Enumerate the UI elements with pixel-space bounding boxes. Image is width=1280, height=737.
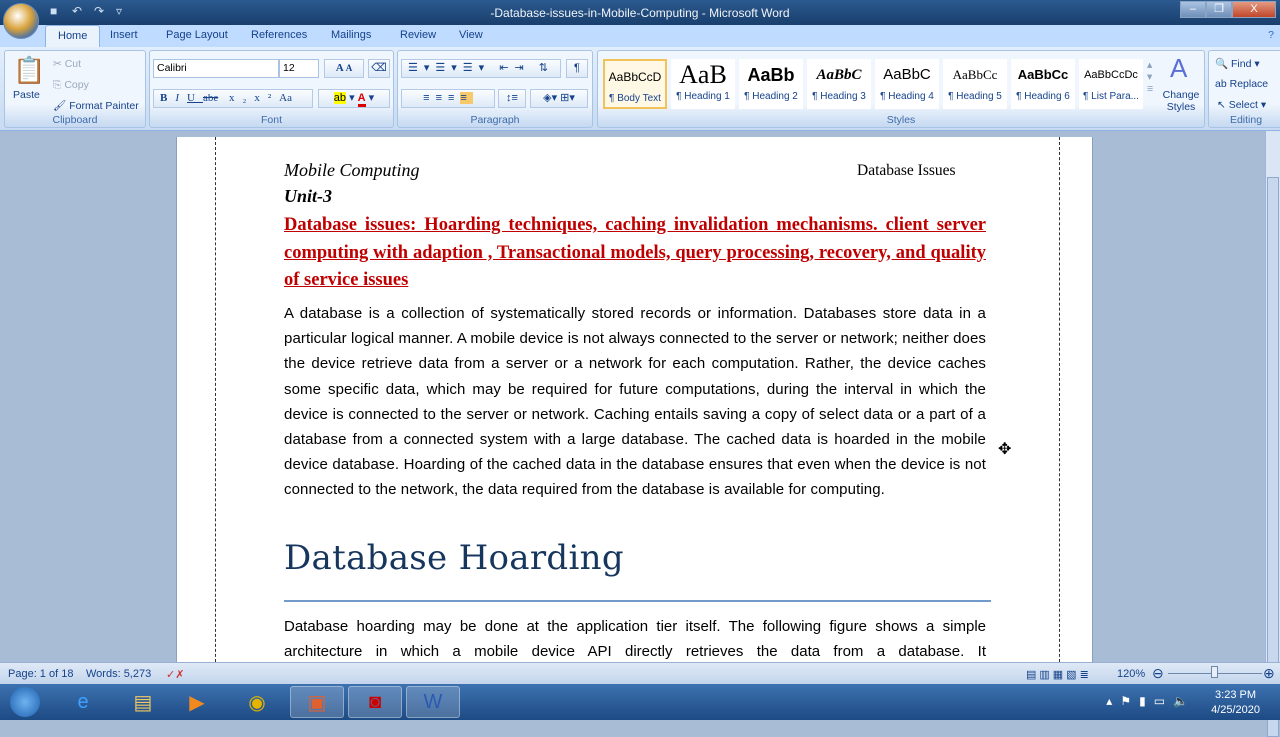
styles-scroll-icon[interactable]: ▴ ▾ ≡ — [1147, 59, 1154, 95]
word-count[interactable]: Words: 5,273 — [86, 668, 152, 680]
change-styles-button[interactable]: Change Styles — [1162, 89, 1200, 113]
file-explorer-icon[interactable]: ▤ — [133, 691, 153, 714]
select-button[interactable]: ↖ Select ▾ — [1217, 99, 1267, 111]
style-body-text[interactable]: AaBbCcD ¶ Body Text — [603, 59, 667, 109]
font-label: Font — [260, 114, 282, 126]
powerpoint-icon[interactable]: ▣ — [290, 686, 344, 718]
styles-group — [597, 50, 1205, 128]
paste-icon[interactable]: 📋 — [13, 55, 46, 85]
clipboard-label: Clipboard — [52, 114, 98, 126]
superscript-button[interactable]: x² — [254, 92, 280, 104]
font-name-select[interactable]: Calibri — [153, 59, 279, 78]
redo-icon[interactable]: ↷ — [94, 4, 105, 18]
styles-label: Styles — [886, 114, 916, 126]
font-color-icon[interactable]: A — [358, 92, 366, 107]
tab-review[interactable]: Review — [400, 29, 437, 41]
status-bar — [0, 662, 1280, 684]
cut-button[interactable]: ✂ Cut — [53, 58, 82, 70]
clipboard-group — [4, 50, 146, 128]
strikethrough-button[interactable]: abe — [202, 92, 219, 104]
alignment-buttons[interactable]: ≡≡≡≡ — [401, 89, 495, 108]
action-center-icon[interactable]: ⚑ — [1120, 694, 1132, 708]
justify-button[interactable]: ≡ — [460, 92, 473, 104]
change-styles-icon[interactable]: A — [1170, 53, 1188, 83]
ribbon — [0, 47, 1280, 131]
clear-formatting-icon[interactable]: ⌫ — [368, 59, 390, 78]
zoom-out-button[interactable]: ⊖ — [1152, 665, 1164, 681]
screen-recorder-icon[interactable]: ◙ — [348, 686, 402, 718]
find-button[interactable]: 🔍 Find ▾ — [1215, 58, 1260, 70]
subscript-button[interactable]: x₂ — [228, 92, 255, 104]
help-icon[interactable]: ? — [1268, 29, 1274, 41]
editing-label: Editing — [1229, 114, 1263, 126]
heading-rule — [284, 600, 991, 602]
replace-button[interactable]: ab Replace — [1215, 78, 1269, 90]
list-indent-buttons[interactable]: ☰▾☰▾☰▾ ⇤⇥ ⇅ — [401, 59, 561, 78]
zoom-slider-thumb[interactable] — [1211, 666, 1218, 678]
shading-borders-buttons[interactable]: ◈▾ ⊞▾ — [530, 89, 588, 108]
format-buttons — [153, 89, 313, 108]
left-margin-line — [215, 137, 216, 662]
underline-button[interactable]: U — [187, 92, 203, 104]
tab-page-layout[interactable]: Page Layout — [166, 29, 228, 41]
proofing-icon[interactable]: ✓✗ — [166, 669, 185, 681]
right-margin-line — [1059, 137, 1060, 662]
document-area — [0, 131, 1265, 662]
internet-explorer-icon[interactable]: e — [77, 690, 89, 713]
hoarding-paragraph: Database hoarding may be done at the application tier itself. The following figure shows a simple architecture in which a mobile device API directly retrieves the data from a database. It — [284, 618, 986, 661]
grow-shrink-font-buttons[interactable]: A A — [324, 59, 364, 78]
paragraph-group — [397, 50, 593, 128]
ribbon-tabs — [0, 25, 1280, 47]
line-spacing-button[interactable]: ↕≡ — [498, 89, 526, 108]
highlight-color-buttons[interactable]: ab ▾ A ▾ — [318, 89, 390, 108]
office-button[interactable] — [3, 3, 39, 39]
restore-button[interactable]: ❐ — [1206, 1, 1232, 18]
clock[interactable]: 3:23 PM 4/25/2020 — [1211, 689, 1260, 716]
highlight-icon[interactable]: ab — [333, 92, 347, 104]
taskbar — [0, 684, 1280, 720]
style-heading-1[interactable]: AaB ¶ Heading 1 — [671, 59, 735, 109]
show-hidden-icons[interactable]: ▴ — [1106, 694, 1113, 708]
italic-button[interactable]: I — [175, 92, 188, 104]
zoom-level[interactable]: 120% — [1117, 668, 1146, 680]
chrome-icon[interactable]: ◉ — [248, 691, 266, 714]
tab-mailings[interactable]: Mailings — [331, 29, 372, 41]
style-heading-5[interactable]: AaBbCc ¶ Heading 5 — [943, 59, 1007, 109]
zoom-in-button[interactable]: ⊕ — [1263, 665, 1275, 681]
page-count[interactable]: Page: 1 of 18 — [8, 668, 74, 680]
vertical-scrollbar[interactable] — [1265, 131, 1280, 662]
header-right: Database Issues — [857, 162, 956, 179]
window-title: -Database-issues-in-Mobile-Computing - Microsoft Word — [490, 6, 790, 20]
undo-icon[interactable]: ↶ — [72, 4, 83, 18]
network-icon[interactable]: ▭ — [1153, 694, 1166, 708]
style-heading-3[interactable]: AaBbC ¶ Heading 3 — [807, 59, 871, 109]
save-icon[interactable]: ■ — [50, 4, 58, 18]
power-icon[interactable]: ▮ — [1139, 694, 1146, 708]
font-size-select[interactable]: 12 — [279, 59, 319, 78]
editing-group — [1208, 50, 1280, 128]
move-cursor-icon: ✥ — [998, 441, 1012, 458]
style-heading-4[interactable]: AaBbC ¶ Heading 4 — [875, 59, 939, 109]
copy-button[interactable]: ⎘ Copy — [53, 79, 89, 91]
tab-references[interactable]: References — [251, 29, 308, 41]
volume-icon[interactable]: 🔈 — [1173, 694, 1188, 708]
tab-insert[interactable]: Insert — [110, 29, 138, 41]
view-buttons[interactable]: ▤▥▦▧≣ — [1026, 669, 1092, 681]
section-heading: Database Hoarding — [284, 538, 624, 578]
change-case-button[interactable]: Aa — [279, 92, 292, 104]
style-heading-2[interactable]: AaBb ¶ Heading 2 — [739, 59, 803, 109]
document-page[interactable] — [176, 137, 1093, 662]
font-group — [149, 50, 394, 128]
topic-heading: Database issues: Hoarding techniques, caching invalidation mechanisms. client server computing with adaption , Transactional models, query processing, recovery, and quality of service issues — [284, 215, 986, 290]
style-list-paragraph[interactable]: AaBbCcDc ¶ List Para... — [1079, 59, 1143, 109]
paragraph-label: Paragraph — [470, 114, 520, 126]
scroll-thumb[interactable] — [1267, 177, 1279, 737]
header-left: Mobile Computing — [284, 160, 420, 180]
unit-title: Unit-3 — [284, 186, 333, 206]
show-hide-button[interactable]: ¶ — [566, 59, 588, 78]
title-bar — [0, 0, 1280, 25]
word-icon[interactable]: W — [406, 686, 460, 718]
media-player-icon[interactable]: ▶ — [189, 691, 205, 714]
system-tray — [1106, 694, 1188, 708]
intro-paragraph: A database is a collection of systematically stored records or information. Databases store data in a particular logical manner. A mobile device is not always connected to the server or network; neither does the device retrieve data from a server or a network for each computation. Rather, the device caches some specific data, which may be required for future computations, during the interval in which the device is connected to the server or network. Caching entails saving a copy of select data or a part of a database from a connected system with a large database. The cached data is hoarded in the mobile device database. Hoarding of the cached data in the database ensures that even when the device is not connected to the network, the data required from the database is available for computing. — [284, 305, 986, 499]
start-button[interactable] — [0, 686, 50, 718]
style-heading-6[interactable]: AaBbCc ¶ Heading 6 — [1011, 59, 1075, 109]
customize-qat-icon[interactable]: ▿ — [116, 4, 123, 18]
tab-home[interactable]: Home — [45, 25, 100, 47]
close-button[interactable]: X — [1232, 1, 1276, 18]
minimize-button[interactable]: – — [1180, 1, 1206, 18]
paste-button[interactable]: Paste — [13, 89, 40, 101]
bold-button[interactable]: B — [160, 92, 176, 104]
format-painter-button[interactable]: 🖌 Format Painter — [53, 100, 139, 112]
tab-view[interactable]: View — [459, 29, 483, 41]
